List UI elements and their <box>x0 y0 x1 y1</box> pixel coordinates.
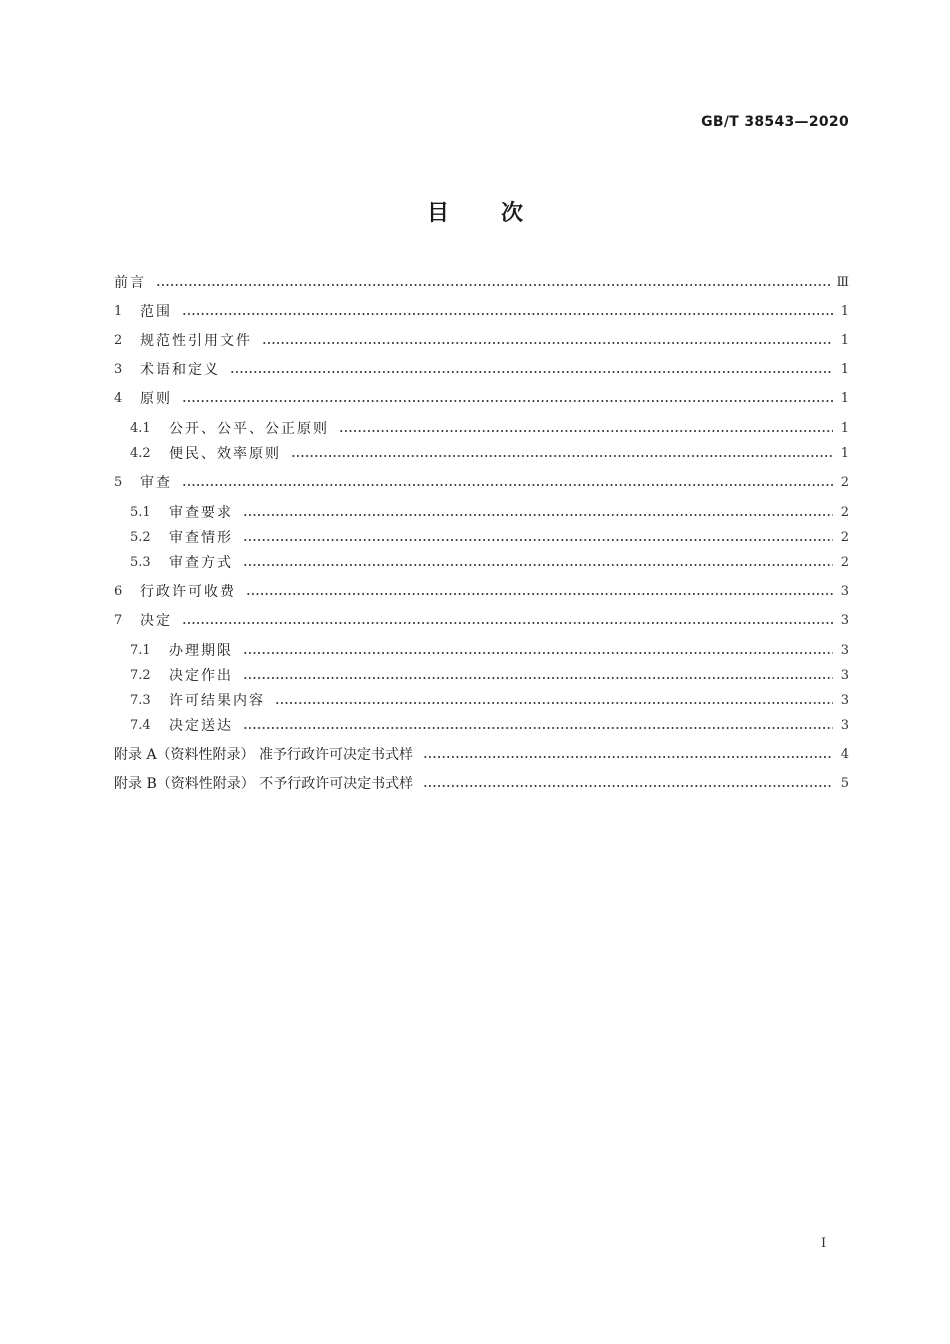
toc-entry-number: 5 <box>114 475 123 490</box>
toc-entry-title: 审查情形 <box>169 530 233 546</box>
toc-entry-title: 附录 B（资料性附录） 不予行政许可决定书式样 <box>114 776 414 792</box>
toc-entry-page: 1 <box>840 391 849 406</box>
toc-entry-title: 行政许可收费 <box>140 584 236 600</box>
toc-dot-leader <box>243 652 833 654</box>
toc-entry-page: 3 <box>840 584 849 599</box>
toc-entry[interactable] <box>130 551 849 575</box>
toc-dot-leader <box>339 430 833 432</box>
toc-dot-leader <box>243 564 833 566</box>
toc-dot-leader <box>291 455 833 457</box>
toc-entry-number: 5.3 <box>130 555 151 570</box>
toc-dot-leader <box>156 284 830 286</box>
toc-entry[interactable] <box>114 743 849 767</box>
toc-entry[interactable] <box>114 329 849 353</box>
toc-entry-page: 3 <box>840 693 849 708</box>
toc-entry-title: 决定送达 <box>169 718 233 734</box>
toc-entry[interactable] <box>130 664 849 688</box>
toc-entry-page: 5 <box>840 776 849 791</box>
toc-entry-page: 2 <box>840 475 849 490</box>
toc-entry-title: 范围 <box>140 304 172 320</box>
toc-entry-page: 1 <box>840 421 849 436</box>
toc-dot-leader <box>182 622 833 624</box>
toc-dot-leader <box>243 727 833 729</box>
toc-entry-number: 7.4 <box>130 718 151 733</box>
toc-entry[interactable] <box>130 501 849 525</box>
toc-entry-page: 4 <box>840 747 849 762</box>
toc-entry[interactable] <box>114 471 849 495</box>
toc-entry-page: 1 <box>840 362 849 377</box>
toc-dot-leader <box>423 756 833 758</box>
toc-entry-title: 办理期限 <box>169 643 233 659</box>
toc-dot-leader <box>182 313 833 315</box>
toc-dot-leader <box>230 371 833 373</box>
toc-dot-leader <box>182 400 833 402</box>
toc-entry-title: 决定 <box>140 613 172 629</box>
page-title: 目次 <box>426 201 575 226</box>
toc-entry-page: 1 <box>840 333 849 348</box>
toc-entry-number: 4.2 <box>130 446 151 461</box>
toc-entry[interactable] <box>114 609 849 633</box>
toc-entry-title: 便民、效率原则 <box>169 446 281 462</box>
toc-dot-leader <box>275 702 833 704</box>
toc-entry-number: 7.2 <box>130 668 151 683</box>
toc-entry-page: 2 <box>840 505 849 520</box>
toc-entry[interactable] <box>130 442 849 466</box>
toc-entry[interactable] <box>130 417 849 441</box>
toc-entry-page: 1 <box>840 304 849 319</box>
page-number: Ⅰ <box>821 1236 827 1251</box>
toc-dot-leader <box>246 593 833 595</box>
toc-entry-title: 公开、公平、公正原则 <box>169 421 329 437</box>
toc-entry-number: 3 <box>114 362 123 377</box>
toc-entry-title: 决定作出 <box>169 668 233 684</box>
toc-entry-number: 4.1 <box>130 421 151 436</box>
toc-entry[interactable] <box>114 300 849 324</box>
toc-entry-number: 7 <box>114 613 123 628</box>
toc-entry-title: 审查要求 <box>169 505 233 521</box>
toc-entry[interactable] <box>114 358 849 382</box>
toc-entry-title: 许可结果内容 <box>169 693 265 709</box>
toc-dot-leader <box>262 342 833 344</box>
toc-entry-number: 4 <box>114 391 123 406</box>
toc-entry-number: 7.3 <box>130 693 151 708</box>
toc-dot-leader <box>243 539 833 541</box>
toc-entry-title: 附录 A（资料性附录） 准予行政许可决定书式样 <box>114 747 414 763</box>
toc-entry[interactable] <box>114 271 849 295</box>
toc-entry-page: 2 <box>840 555 849 570</box>
toc-entry-number: 2 <box>114 333 123 348</box>
toc-entry[interactable] <box>114 387 849 411</box>
toc-entry[interactable] <box>130 689 849 713</box>
toc-dot-leader <box>423 785 833 787</box>
toc-dot-leader <box>243 514 833 516</box>
toc-entry-page: 3 <box>840 718 849 733</box>
toc-entry-page: Ⅲ <box>836 275 849 290</box>
toc-entry-number: 1 <box>114 304 123 319</box>
toc-dot-leader <box>243 677 833 679</box>
toc-entry-page: 3 <box>840 643 849 658</box>
toc-entry[interactable] <box>130 639 849 663</box>
toc-entry-page: 1 <box>840 446 849 461</box>
toc-entry-number: 5.1 <box>130 505 151 520</box>
toc-entry-title: 审查方式 <box>169 555 233 571</box>
toc-entry[interactable] <box>130 714 849 738</box>
toc-entry-title: 原则 <box>140 391 172 407</box>
toc-entry-number: 7.1 <box>130 643 151 658</box>
toc-entry[interactable] <box>114 772 849 796</box>
toc-entry-page: 3 <box>840 668 849 683</box>
toc-entry-title: 前言 <box>114 275 146 291</box>
toc-entry[interactable] <box>130 526 849 550</box>
standard-code: GB/T 38543—2020 <box>701 114 849 130</box>
toc-entry-title: 审查 <box>140 475 172 491</box>
toc-entry-page: 2 <box>840 530 849 545</box>
toc-entry[interactable] <box>114 580 849 604</box>
toc-entry-title: 术语和定义 <box>140 362 220 378</box>
toc-entry-number: 6 <box>114 584 123 599</box>
toc-entry-page: 3 <box>840 613 849 628</box>
toc-entry-number: 5.2 <box>130 530 151 545</box>
toc-entry-title: 规范性引用文件 <box>140 333 252 349</box>
toc-dot-leader <box>182 484 833 486</box>
